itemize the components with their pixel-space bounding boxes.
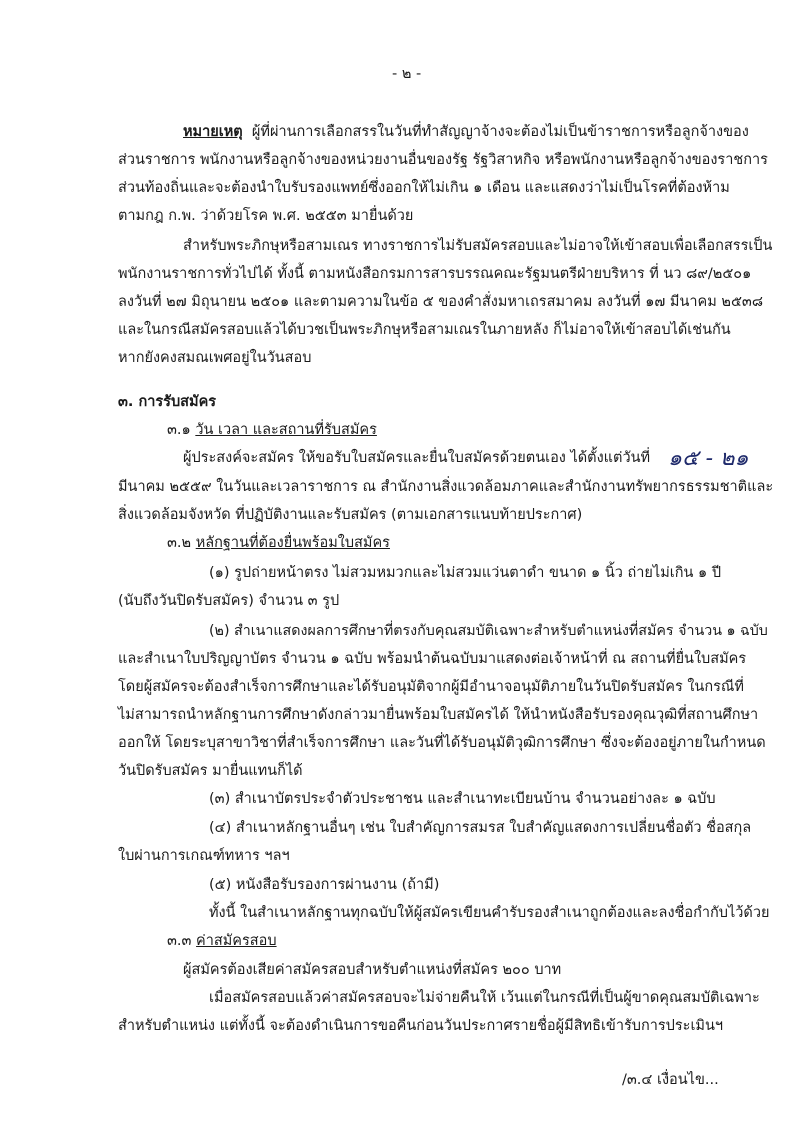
section-3-2-heading — [167, 533, 390, 553]
item-2-line-3: โดยผู้สมัครจะต้องสำเร็จการศึกษาและได้รับอนุมัติจากผู้มีอำนาจอนุมัติภายในวันปิดรับสมัคร ในกรณีที่ — [118, 679, 744, 695]
monk-line-1: สำหรับพระภิกษุหรือสามเณร ทางราชการไม่รับสมัครสอบและไม่อาจให้เข้าสอบเพื่อเลือกสรรเป็น — [183, 238, 773, 254]
note-line-3: ส่วนท้องถิ่นและจะต้องนำใบรับรองแพทย์ซึ่งออกให้ไม่เกิน ๑ เดือน และแสดงว่าไม่เป็นโรคที่ต้องห้าม — [118, 180, 730, 196]
item-2-line-6: วันปิดรับสมัคร มายื่นแทนก็ได้ — [118, 763, 303, 779]
monk-line-3: ลงวันที่ ๒๗ มิถุนายน ๒๕๐๑ และตามความในข้อ ๕ ของคำสั่งมหาเถรสมาคม ลงวันที่ ๑๗ มีนาคม ๒๕๓๘ — [118, 294, 764, 310]
note-line-4: ตามกฎ ก.พ. ว่าด้วยโรค พ.ศ. ๒๕๕๓ มายื่นด้วย — [118, 208, 414, 224]
section-3-3-num: ๓.๓ — [167, 933, 192, 949]
section-3-3-line-3: สำหรับตำแหน่ง แต่ทั้งนี้ จะต้องดำเนินการขอคืนก่อนวันประกาศรายชื่อผู้มีสิทธิเข้ารับการประเมินฯ — [118, 1018, 724, 1034]
section-3-1-title: วัน เวลา และสถานที่รับสมัคร — [195, 422, 377, 438]
note-label: หมายเหตุ — [183, 124, 243, 140]
item-5: (๕) หนังสือรับรองการผ่านงาน (ถ้ามี) — [209, 877, 440, 893]
section-3-1-heading — [167, 420, 377, 440]
item-2-line-1: (๒) สำเนาแสดงผลการศึกษาที่ตรงกับคุณสมบัติเฉพาะสำหรับตำแหน่งที่สมัคร จำนวน ๑ ฉบับ — [209, 623, 768, 639]
item-2-line-5: ออกให้ โดยระบุสาขาวิชาที่สำเร็จการศึกษา และวันที่ได้รับอนุมัติวุฒิการศึกษา ซึ่งจะต้องอยู่ภายในกำหนด — [118, 735, 766, 751]
certify-note: ทั้งนี้ ในสำเนาหลักฐานทุกฉบับให้ผู้สมัครเขียนคำรับรองสำเนาถูกต้องและลงชื่อกำกับไว้ด้วย — [209, 905, 770, 921]
section-3-2-num: ๓.๒ — [167, 535, 192, 551]
section-3-heading: ๓. การรับสมัคร — [118, 394, 217, 410]
monk-line-5: หากยังคงสมณเพศอยู่ในวันสอบ — [118, 350, 312, 366]
section-3-3-line-1: ผู้สมัครต้องเสียค่าสมัครสอบสำหรับตำแหน่งที่สมัคร ๒๐๐ บาท — [183, 962, 562, 978]
item-1-line-1: (๑) รูปถ่ายหน้าตรง ไม่สวมหมวกและไม่สวมแว่นตาดำ ขนาด ๑ นิ้ว ถ่ายไม่เกิน ๑ ปี — [209, 565, 722, 581]
continuation-marker: /๓.๔ เงื่อนไข... — [622, 1072, 719, 1088]
monk-line-4: และในกรณีสมัครสอบแล้วได้บวชเป็นพระภิกษุหรือสามเณรในภายหลัง ก็ไม่อาจให้เข้าสอบได้เช่นกัน — [118, 322, 731, 338]
note-line-1-text: ผู้ที่ผ่านการเลือกสรรในวันที่ทำสัญญาจ้างจะต้องไม่เป็นข้าราชการหรือลูกจ้างของ — [251, 124, 749, 140]
item-1-line-2: (นับถึงวันปิดรับสมัคร) จำนวน ๓ รูป — [118, 593, 340, 609]
item-4-line-1: (๔) สำเนาหลักฐานอื่นๆ เช่น ใบสำคัญการสมรส ใบสำคัญแสดงการเปลี่ยนชื่อตัว ชื่อสกุล — [209, 820, 752, 836]
section-3-3-title: ค่าสมัครสอบ — [196, 933, 277, 949]
handwritten-dates: ๑๕ - ๒๑ — [668, 446, 749, 471]
section-3-1-line-3: สิ่งแวดล้อมจังหวัด ที่ปฏิบัติงานและรับสมัคร (ตามเอกสารแนบท้ายประกาศ) — [118, 507, 583, 523]
section-3-1-line-2: มีนาคม ๒๕๕๙ ในวันและเวลาราชการ ณ สำนักงานสิ่งแวดล้อมภาคและสำนักงานทรัพยากรธรรมชาติและ — [118, 479, 774, 495]
item-2-line-4: ไม่สามารถนำหลักฐานการศึกษาดังกล่าวมายื่นพร้อมใบสมัครได้ ให้นำหนังสือรับรองคุณวุฒิที่สถานศึกษา — [118, 707, 759, 723]
monk-line-2: พนักงานราชการทั่วไปได้ ทั้งนี้ ตามหนังสือกรมการสารบรรณคณะรัฐมนตรีฝ่ายบริหาร ที่ นว ๘๙/๒๕๐๑ — [118, 266, 752, 282]
note-line-2: ส่วนราชการ พนักงานหรือลูกจ้างของหน่วยงานอื่นของรัฐ รัฐวิสาหกิจ หรือพนักงานหรือลูกจ้างของราชการ — [118, 152, 768, 168]
section-3-1-num: ๓.๑ — [167, 422, 191, 438]
section-3-3-line-2: เมื่อสมัครสอบแล้วค่าสมัครสอบจะไม่จ่ายคืนให้ เว้นแต่ในกรณีที่เป็นผู้ขาดคุณสมบัติเฉพาะ — [209, 990, 760, 1006]
item-3: (๓) สำเนาบัตรประจำตัวประชาชน และสำเนาทะเบียนบ้าน จำนวนอย่างละ ๑ ฉบับ — [209, 791, 716, 807]
item-4-line-2: ใบผ่านการเกณฑ์ทหาร ฯลฯ — [118, 848, 290, 864]
section-3-2-title: หลักฐานที่ต้องยื่นพร้อมใบสมัคร — [195, 535, 390, 551]
section-3-1-line-1: ผู้ประสงค์จะสมัคร ให้ขอรับใบสมัครและยื่นใบสมัครด้วยตนเอง ได้ตั้งแต่วันที่ — [183, 450, 651, 466]
section-3-3-heading — [167, 931, 277, 951]
page-number: - ๒ - — [392, 66, 422, 82]
item-2-line-2: และสำเนาใบปริญญาบัตร จำนวน ๑ ฉบับ พร้อมนำต้นฉบับมาแสดงต่อเจ้าหน้าที่ ณ สถานที่ยื่นใบสมัคร — [118, 651, 747, 667]
note-line-1 — [183, 122, 749, 142]
